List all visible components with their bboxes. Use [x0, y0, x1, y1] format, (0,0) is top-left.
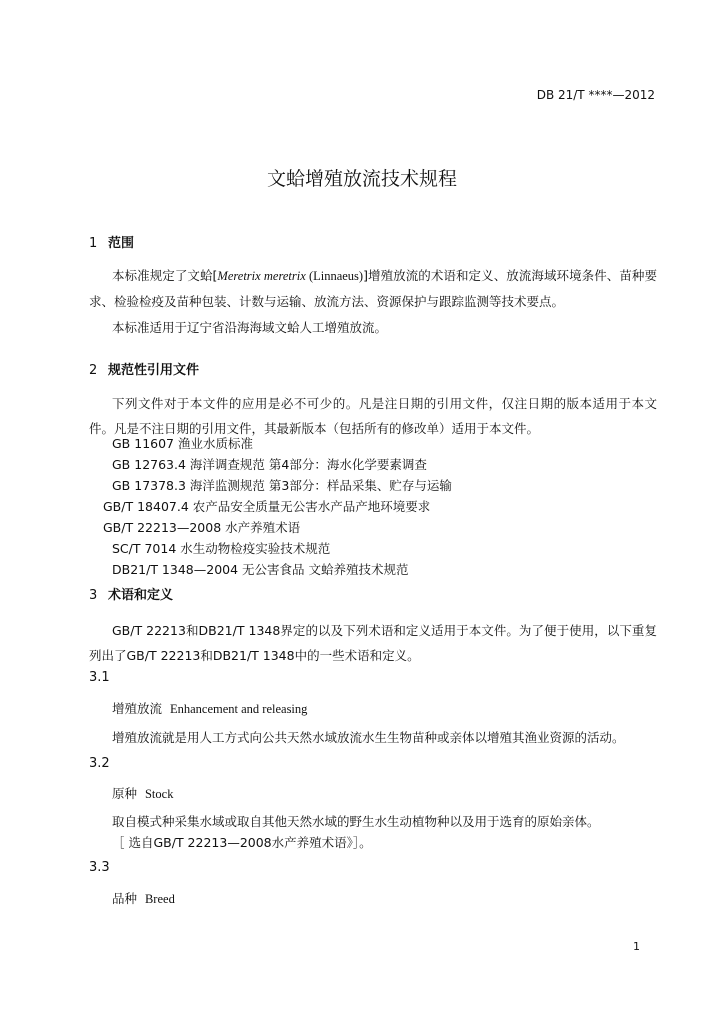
reference-item: GB/T 22213—2008 水产养殖术语 — [103, 520, 301, 535]
clause-3-1-number: 3.1 — [89, 670, 110, 685]
references-intro: 下列文件对于本文件的应用是必不可少的。凡是注日期的引用文件，仅注日期的版本适用于本文件。凡是不注日期的引用文件，其最新版本（包括所有的修改单）适用于本文件。 — [89, 396, 657, 436]
reference-item: GB 12763.4 海洋调查规范 第4部分：海水化学要素调查 — [112, 457, 427, 472]
section-title: 术语和定义 — [108, 588, 174, 603]
definition-3-1: 增殖放流就是用人工方式向公共天然水域放流水生生物苗种或亲体以增殖其渔业资源的活动。 — [112, 730, 625, 745]
section-number: 2 — [89, 363, 98, 378]
section-3-heading — [89, 584, 173, 603]
term-3-2 — [112, 784, 173, 802]
reference-item: GB 11607 渔业水质标准 — [112, 436, 253, 451]
standard-code: DB 21/T ****—2012 — [536, 88, 655, 102]
definition-source-3-2: ［ 选自GB/T 22213—2008水产养殖术语》］。 — [112, 835, 372, 850]
section-title: 范围 — [108, 236, 135, 251]
latin-species-name: Meretrix meretrix — [217, 269, 306, 283]
term-3-3 — [112, 889, 175, 907]
term-en: Enhancement and releasing — [169, 702, 308, 716]
term-3-1 — [112, 699, 307, 717]
term-zh: 原种 — [112, 786, 138, 801]
page-number: 1 — [633, 940, 640, 953]
scope-text-pre: 本标准规定了文蛤[ — [112, 268, 218, 283]
reference-item: GB/T 18407.4 农产品安全质量无公害水产品产地环境要求 — [103, 499, 431, 514]
scope-paragraph — [89, 263, 657, 314]
latin-author: (Linnaeus) — [305, 269, 364, 283]
section-title: 规范性引用文件 — [108, 363, 200, 378]
term-zh: 增殖放流 — [112, 701, 163, 716]
term-en: Stock — [144, 787, 174, 801]
term-en: Breed — [144, 892, 175, 906]
reference-item: SC/T 7014 水生动物检疫实验技术规范 — [112, 541, 331, 556]
clause-3-3-number: 3.3 — [89, 860, 110, 875]
reference-item: DB21/T 1348—2004 无公害食品 文蛤养殖技术规范 — [112, 562, 409, 577]
section-number: 3 — [89, 588, 98, 603]
document-title: 文蛤增殖放流技术规程 — [266, 168, 457, 190]
scope-text-post: ]增殖放流的术语和定义、放流海域环境条件、苗种要求、检验检疫及苗种包装、计数与运输、放流方法、资源保护与跟踪监测等技术要点。 — [89, 268, 657, 309]
terms-intro: GB/T 22213和DB21/T 1348界定的以及下列术语和定义适用于本文件。为了便于使用，以下重复列出了GB/T 22213和DB21/T 1348中的一些术语和定义。 — [89, 623, 657, 663]
term-zh: 品种 — [112, 891, 138, 906]
reference-item: GB 17378.3 海洋监测规范 第3部分：样品采集、贮存与运输 — [112, 478, 452, 493]
section-1-heading — [89, 232, 134, 251]
scope-applicability: 本标准适用于辽宁省沿海海域文蛤人工增殖放流。 — [112, 320, 388, 335]
clause-3-2-number: 3.2 — [89, 756, 110, 771]
definition-3-2: 取自模式种采集水域或取自其他天然水域的野生水生动植物种以及用于选育的原始亲体。 — [112, 814, 600, 829]
section-number: 1 — [89, 236, 98, 251]
section-2-heading — [89, 359, 199, 378]
